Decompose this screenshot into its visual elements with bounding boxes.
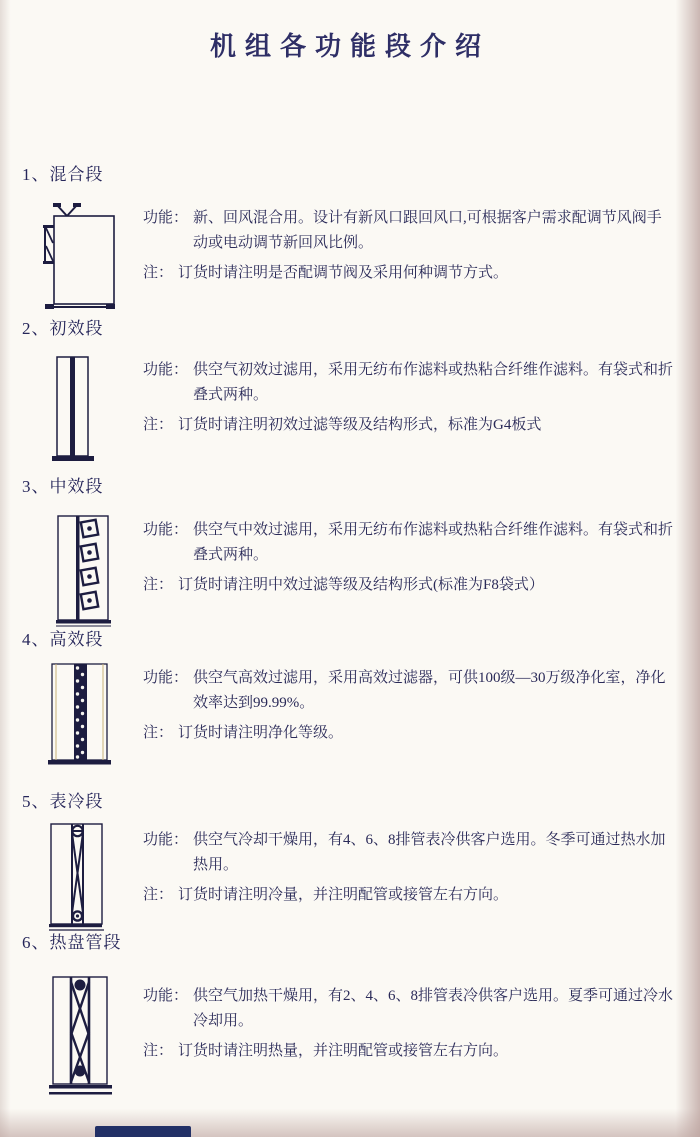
- section-label-hepa-filter: 4、高效段: [22, 630, 104, 649]
- medium-filter-diagram: [54, 508, 114, 630]
- section-text-hepa-filter: [143, 666, 675, 746]
- section-label-heating-coil: 6、热盘管段: [22, 933, 122, 952]
- note-prefix: 注：: [143, 417, 174, 433]
- note-row: [143, 261, 675, 286]
- cooling-coil-diagram: [47, 818, 106, 936]
- note-row: [143, 573, 675, 598]
- page-title: 机组各功能段介绍: [209, 32, 490, 61]
- function-prefix: 功能：: [143, 832, 189, 848]
- section-text-heating-coil: [143, 984, 675, 1064]
- note-text: 订货时请注明热量，并注明配管或接管左右方向。: [178, 1043, 509, 1059]
- note-text: 订货时请注明初效过滤等级及结构形式，标准为G4板式: [178, 417, 542, 433]
- heating-coil-diagram: [49, 972, 112, 1098]
- note-row: [143, 883, 675, 908]
- scan-edge-artifact: [95, 1126, 191, 1137]
- note-prefix: 注：: [143, 725, 174, 741]
- function-text: 供空气加热干燥用，有2、4、6、8排管表冷供客户选用。夏季可通过冷水冷却用。: [193, 988, 674, 1029]
- function-row: [143, 358, 675, 408]
- note-text: 订货时请注明净化等级。: [178, 725, 344, 741]
- function-prefix: 功能：: [143, 522, 189, 538]
- section-text-primary-filter: [143, 358, 675, 438]
- function-text: 供空气初效过滤用，采用无纺布作滤料或热粘合纤维作滤料。有袋式和折叠式两种。: [193, 362, 674, 403]
- function-row: [143, 206, 675, 256]
- section-text-cooling-coil: [143, 828, 675, 908]
- section-text-mixing: [143, 206, 675, 286]
- function-text: 供空气中效过滤用，采用无纺布作滤料或热粘合纤维作滤料。有袋式和折叠式两种。: [193, 522, 674, 563]
- note-text: 订货时请注明冷量，并注明配管或接管左右方向。: [178, 887, 509, 903]
- note-row: [143, 413, 675, 438]
- function-text: 新、回风混合用。设计有新风口跟回风口,可根据客户需求配调节风阀手动或电动调节新回风比例。: [193, 210, 662, 251]
- note-prefix: 注：: [143, 1043, 174, 1059]
- function-prefix: 功能：: [143, 670, 189, 686]
- note-prefix: 注：: [143, 265, 174, 281]
- function-prefix: 功能：: [143, 988, 189, 1004]
- section-label-mixing: 1、混合段: [22, 165, 104, 184]
- note-text: 订货时请注明中效过滤等级及结构形式(标准为F8袋式）: [178, 577, 544, 593]
- section-label-cooling-coil: 5、表冷段: [22, 792, 104, 811]
- primary-filter-diagram: [50, 352, 95, 465]
- function-prefix: 功能：: [143, 362, 189, 378]
- note-prefix: 注：: [143, 577, 174, 593]
- function-text: 供空气高效过滤用，采用高效过滤器，可供100级—30万级净化室，净化效率达到99.99%。: [193, 670, 666, 711]
- note-row: [143, 1039, 675, 1064]
- note-prefix: 注：: [143, 887, 174, 903]
- function-row: [143, 518, 675, 568]
- note-text: 订货时请注明是否配调节阀及采用何种调节方式。: [178, 265, 509, 281]
- hepa-filter-diagram: [47, 658, 112, 771]
- function-row: [143, 666, 675, 716]
- function-row: [143, 984, 675, 1034]
- function-prefix: 功能：: [143, 210, 189, 226]
- section-text-medium-filter: [143, 518, 675, 598]
- function-row: [143, 828, 675, 878]
- function-text: 供空气冷却干燥用，有4、6、8排管表冷供客户选用。冬季可通过热水加热用。: [193, 832, 666, 873]
- mixing-section-diagram: [40, 202, 122, 316]
- note-row: [143, 721, 675, 746]
- section-label-medium-filter: 3、中效段: [22, 477, 104, 496]
- section-label-primary-filter: 2、初效段: [22, 319, 104, 338]
